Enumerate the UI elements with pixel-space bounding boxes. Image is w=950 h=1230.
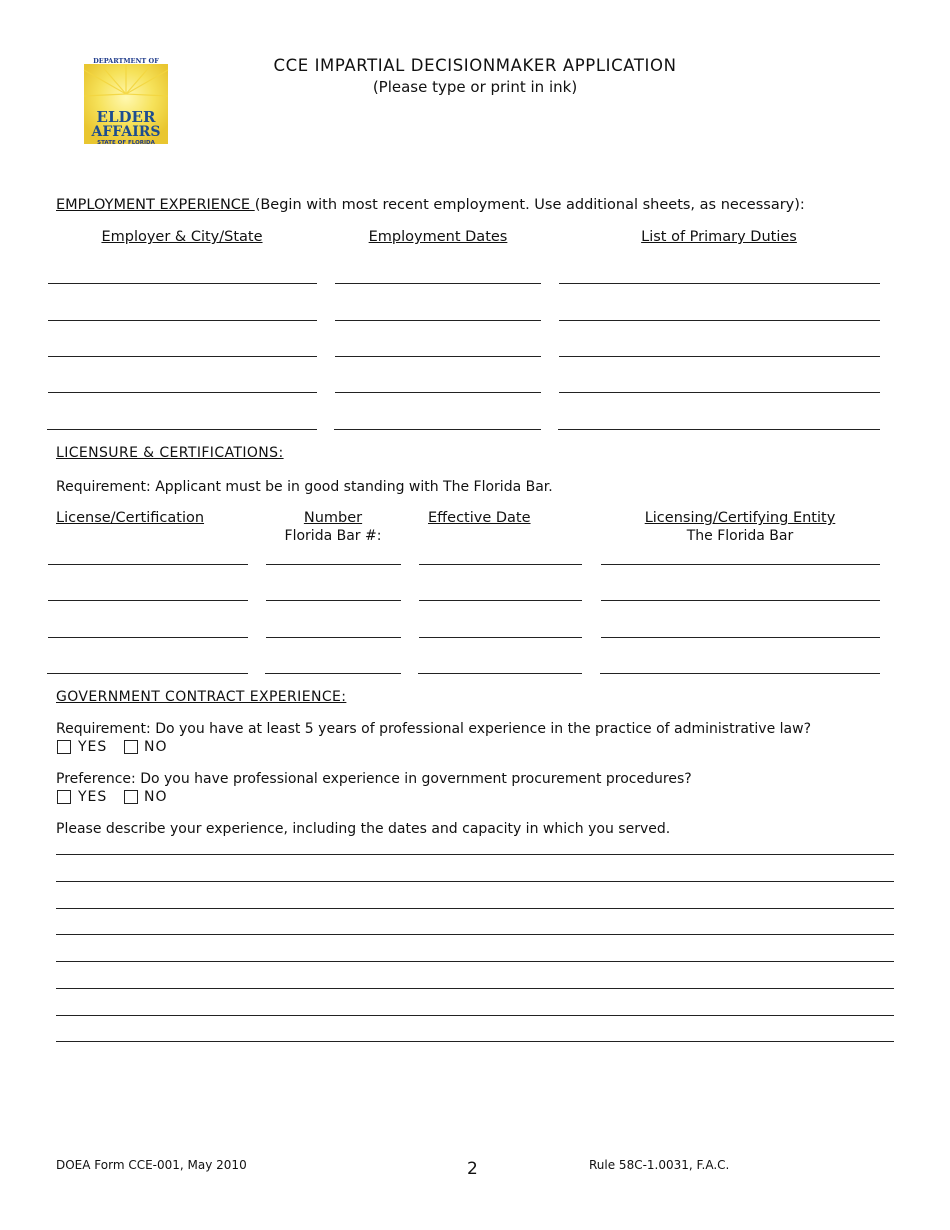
licensure-heading: LICENSURE & CERTIFICATIONS:	[56, 445, 284, 461]
effective-date-field-line[interactable]	[418, 673, 582, 674]
form-title: CCE IMPARTIAL DECISIONMAKER APPLICATION	[273, 56, 677, 75]
employer-field-line[interactable]	[48, 392, 317, 393]
description-line[interactable]	[56, 988, 894, 989]
description-line[interactable]	[56, 961, 894, 962]
government-preference: Preference: Do you have professional experience in government procurement procedures?	[56, 771, 692, 787]
description-line[interactable]	[56, 934, 894, 935]
svg-text:STATE OF FLORIDA: STATE OF FLORIDA	[97, 140, 155, 146]
employment-note: (Begin with most recent employment. Use additional sheets, as necessary):	[254, 197, 805, 213]
requirement-no-label: NO	[144, 739, 168, 755]
license-field-line[interactable]	[47, 673, 248, 674]
describe-prompt: Please describe your experience, including the dates and capacity in which you served.	[56, 821, 671, 837]
column-number-sub: Florida Bar #:	[284, 528, 382, 544]
bar-number-field-line[interactable]	[266, 600, 401, 601]
license-field-line[interactable]	[48, 564, 248, 565]
duties-field-line[interactable]	[559, 356, 880, 357]
entity-field-line[interactable]	[600, 673, 880, 674]
employer-field-line[interactable]	[48, 320, 317, 321]
rule-reference: Rule 58C-1.0031, F.A.C.	[589, 1158, 730, 1172]
requirement-no-checkbox[interactable]	[124, 740, 138, 754]
government-requirement: Requirement: Do you have at least 5 years of professional experience in the practice of administrative law?	[56, 721, 812, 737]
entity-field-line[interactable]	[601, 600, 880, 601]
entity-field-line[interactable]	[601, 564, 880, 565]
preference-yes-checkbox[interactable]	[57, 790, 71, 804]
requirement-yes-label: YES	[78, 739, 108, 755]
licensure-requirement: Requirement: Applicant must be in good standing with The Florida Bar.	[56, 479, 553, 495]
page-number: 2	[467, 1159, 478, 1179]
duties-field-line[interactable]	[559, 320, 880, 321]
description-line[interactable]	[56, 1015, 894, 1016]
description-line[interactable]	[56, 1041, 894, 1042]
government-heading: GOVERNMENT CONTRACT EXPERIENCE:	[56, 689, 347, 705]
column-employer: Employer & City/State	[101, 229, 263, 245]
svg-text:AFFAIRS: AFFAIRS	[91, 124, 161, 140]
column-licensing-entity: Licensing/Certifying Entity	[644, 510, 836, 526]
form-subtitle: (Please type or print in ink)	[372, 78, 578, 96]
effective-date-field-line[interactable]	[419, 564, 582, 565]
license-field-line[interactable]	[48, 600, 248, 601]
description-line[interactable]	[56, 908, 894, 909]
employer-field-line[interactable]	[47, 429, 317, 430]
column-licensing-entity-sub: The Florida Bar	[686, 528, 794, 544]
bar-number-field-line[interactable]	[266, 637, 401, 638]
form-identifier: DOEA Form CCE-001, May 2010	[56, 1158, 247, 1172]
description-line[interactable]	[56, 854, 894, 855]
svg-text:DEPARTMENT OF: DEPARTMENT OF	[93, 57, 159, 65]
duties-field-line[interactable]	[558, 429, 880, 430]
svg-text:ELDER: ELDER	[96, 108, 156, 126]
bar-number-field-line[interactable]	[266, 564, 401, 565]
entity-field-line[interactable]	[601, 637, 880, 638]
employment-dates-field-line[interactable]	[335, 392, 541, 393]
preference-no-label: NO	[144, 789, 168, 805]
column-primary-duties: List of Primary Duties	[641, 229, 797, 245]
employment-dates-field-line[interactable]	[334, 429, 541, 430]
employment-heading-row	[56, 197, 805, 213]
employment-dates-field-line[interactable]	[335, 283, 541, 284]
requirement-yes-checkbox[interactable]	[57, 740, 71, 754]
column-employment-dates: Employment Dates	[368, 229, 508, 245]
license-field-line[interactable]	[48, 637, 248, 638]
duties-field-line[interactable]	[559, 392, 880, 393]
description-line[interactable]	[56, 881, 894, 882]
employer-field-line[interactable]	[48, 356, 317, 357]
column-effective-date: Effective Date	[428, 510, 531, 526]
employer-field-line[interactable]	[48, 283, 317, 284]
preference-yes-label: YES	[78, 789, 108, 805]
effective-date-field-line[interactable]	[419, 637, 582, 638]
bar-number-field-line[interactable]	[265, 673, 401, 674]
effective-date-field-line[interactable]	[419, 600, 582, 601]
column-license: License/Certification	[56, 510, 205, 526]
preference-no-checkbox[interactable]	[124, 790, 138, 804]
employment-dates-field-line[interactable]	[335, 356, 541, 357]
column-number: Number	[303, 510, 363, 526]
duties-field-line[interactable]	[559, 283, 880, 284]
employment-heading: EMPLOYMENT EXPERIENCE	[56, 197, 255, 213]
employment-dates-field-line[interactable]	[335, 320, 541, 321]
